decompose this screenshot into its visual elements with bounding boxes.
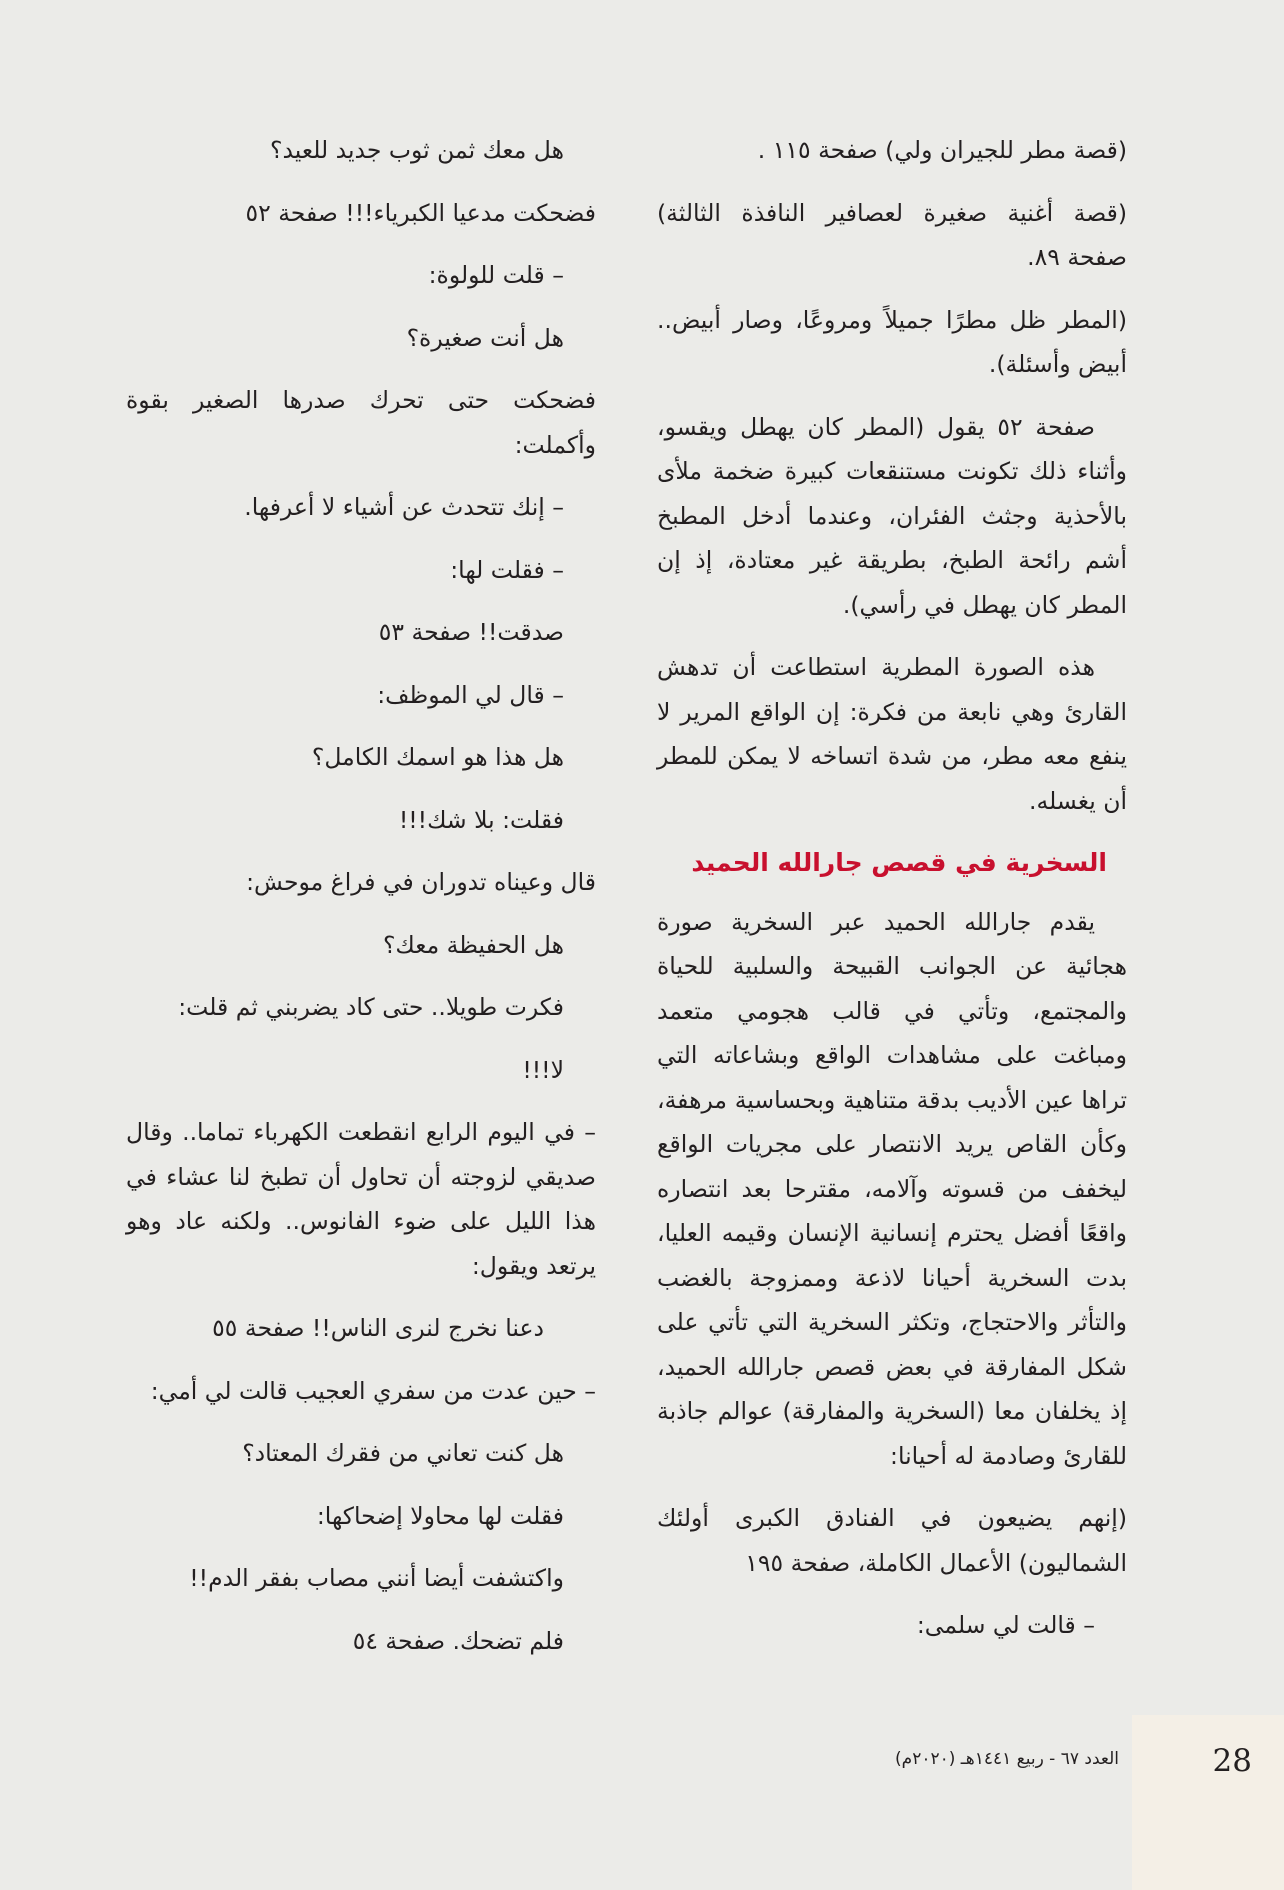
dialogue-line: – قلت للولوة: — [428, 261, 564, 289]
dialogue-line: فقلت: بلا شك!!! — [398, 805, 564, 834]
paragraph: (قصة أغنية صغيرة لعصافير النافذة الثالثة) صفحة ٨٩. — [657, 198, 1127, 271]
dialogue-line: واكتشفت أيضا أنني مصاب بفقر الدم!! — [189, 1564, 564, 1592]
section-heading: السخرية في قصص جارالله الحميد — [691, 848, 1107, 877]
left-column — [126, 128, 596, 1681]
right-column — [657, 128, 1127, 1666]
paragraph: صفحة ٥٢ يقول (المطر كان يهطل ويقسو، وأثناء ذلك تكونت مستنقعات كبيرة ضخمة ملأى بالأحذية وجثث الفئران، وعندما أدخل المطبخ أشم رائحة الطبخ، بطريقة غير معتادة، إذ إن المطر كان يهطل في رأسي). — [657, 412, 1127, 619]
dialogue-line: صدقت!! صفحة ٥٣ — [378, 618, 564, 646]
dialogue-line: – قال لي الموظف: — [377, 680, 564, 709]
dialogue-line: فقلت لها محاولا إضحاكها: — [316, 1501, 564, 1530]
paragraph: (قصة مطر للجيران ولي) صفحة ١١٥ . — [757, 136, 1127, 164]
dialogue-line: – في اليوم الرابع انقطعت الكهرباء تماما.. وقال صديقي لزوجته أن تحاول أن تطبخ لنا عشاء في هذا الليل على ضوء الفانوس.. ولكنه عاد وهو يرتعد ويقول: — [126, 1118, 596, 1280]
dialogue-line: – قالت لي سلمى: — [916, 1611, 1095, 1639]
dialogue-line: هل كنت تعاني من فقرك المعتاد؟ — [242, 1439, 564, 1467]
dialogue-line: فلم تضحك. صفحة ٥٤ — [352, 1626, 564, 1655]
dialogue-line: – حين عدت من سفري العجيب قالت لي أمي: — [150, 1376, 596, 1405]
dialogue-line: هل معك ثمن ثوب جديد للعيد؟ — [269, 136, 564, 164]
page-number-tab — [1132, 1715, 1284, 1890]
dialogue-line: فكرت طويلا.. حتى كاد يضربني ثم قلت: — [178, 993, 564, 1021]
dialogue-line: فضحكت حتى تحرك صدرها الصغير بقوة وأكملت: — [126, 386, 596, 459]
dialogue-line: دعنا نخرج لنرى الناس!! صفحة ٥٥ — [212, 1314, 544, 1342]
dialogue-line: – إنك تتحدث عن أشياء لا أعرفها. — [244, 493, 564, 521]
paragraph: (إنهم يضيعون في الفنادق الكبرى أولئك الشماليون) الأعمال الكاملة، صفحة ١٩٥ — [657, 1504, 1127, 1577]
dialogue-line: – فقلت لها: — [450, 555, 564, 584]
dialogue-line: قال وعيناه تدوران في فراغ موحش: — [246, 868, 596, 896]
page-number: 28 — [1212, 1743, 1252, 1779]
paragraph: (المطر ظل مطرًا جميلاً ومروعًا، وصار أبيض.. أبيض وأسئلة). — [657, 305, 1127, 378]
paragraph: يقدم جارالله الحميد عبر السخرية صورة هجائية عن الجوانب القبيحة والسلبية للحياة والمجتمع، وتأتي في قالب هجومي متعمد ومباغت على مشاهدات الواقع وبشاعاته التي تراها عين الأديب بدقة متناهية وبحساسية مرهفة، وكأن القاص يريد الانتصار على مجريات الواقع ليخفف من قسوته وآلامه، مقترحا بعد انتصاره واقعًا أفضل يحترم إنسانية الإنسان وقيمه العليا، بدت السخرية أحيانا لاذعة وممزوجة بالغضب والتأثر والاحتجاج، وتكثر السخرية التي تأتي على شكل المفارقة في بعض قصص جارالله الحميد، إذ يخلفان معا (السخرية والمفارقة) عوالم جاذبة للقارئ وصادمة له أحيانا: — [657, 907, 1127, 1470]
dialogue-line: هل الحفيظة معك؟ — [382, 930, 564, 959]
paragraph: هذه الصورة المطرية استطاعت أن تدهش القارئ وهي نابعة من فكرة: إن الواقع المرير لا ينفع معه مطر، من شدة اتساخه لا يمكن للمطر أن يغسله. — [657, 653, 1127, 815]
dialogue-line: فضحكت مدعيا الكبرياء!!! صفحة ٥٢ — [245, 198, 596, 227]
issue-info: العدد ٦٧ - ربيع ١٤٤١هـ (٢٠٢٠م) — [895, 1749, 1119, 1769]
dialogue-line: هل هذا هو اسمك الكامل؟ — [311, 743, 564, 771]
dialogue-line: لا!!! — [522, 1055, 564, 1084]
dialogue-line: هل أنت صغيرة؟ — [406, 323, 564, 352]
